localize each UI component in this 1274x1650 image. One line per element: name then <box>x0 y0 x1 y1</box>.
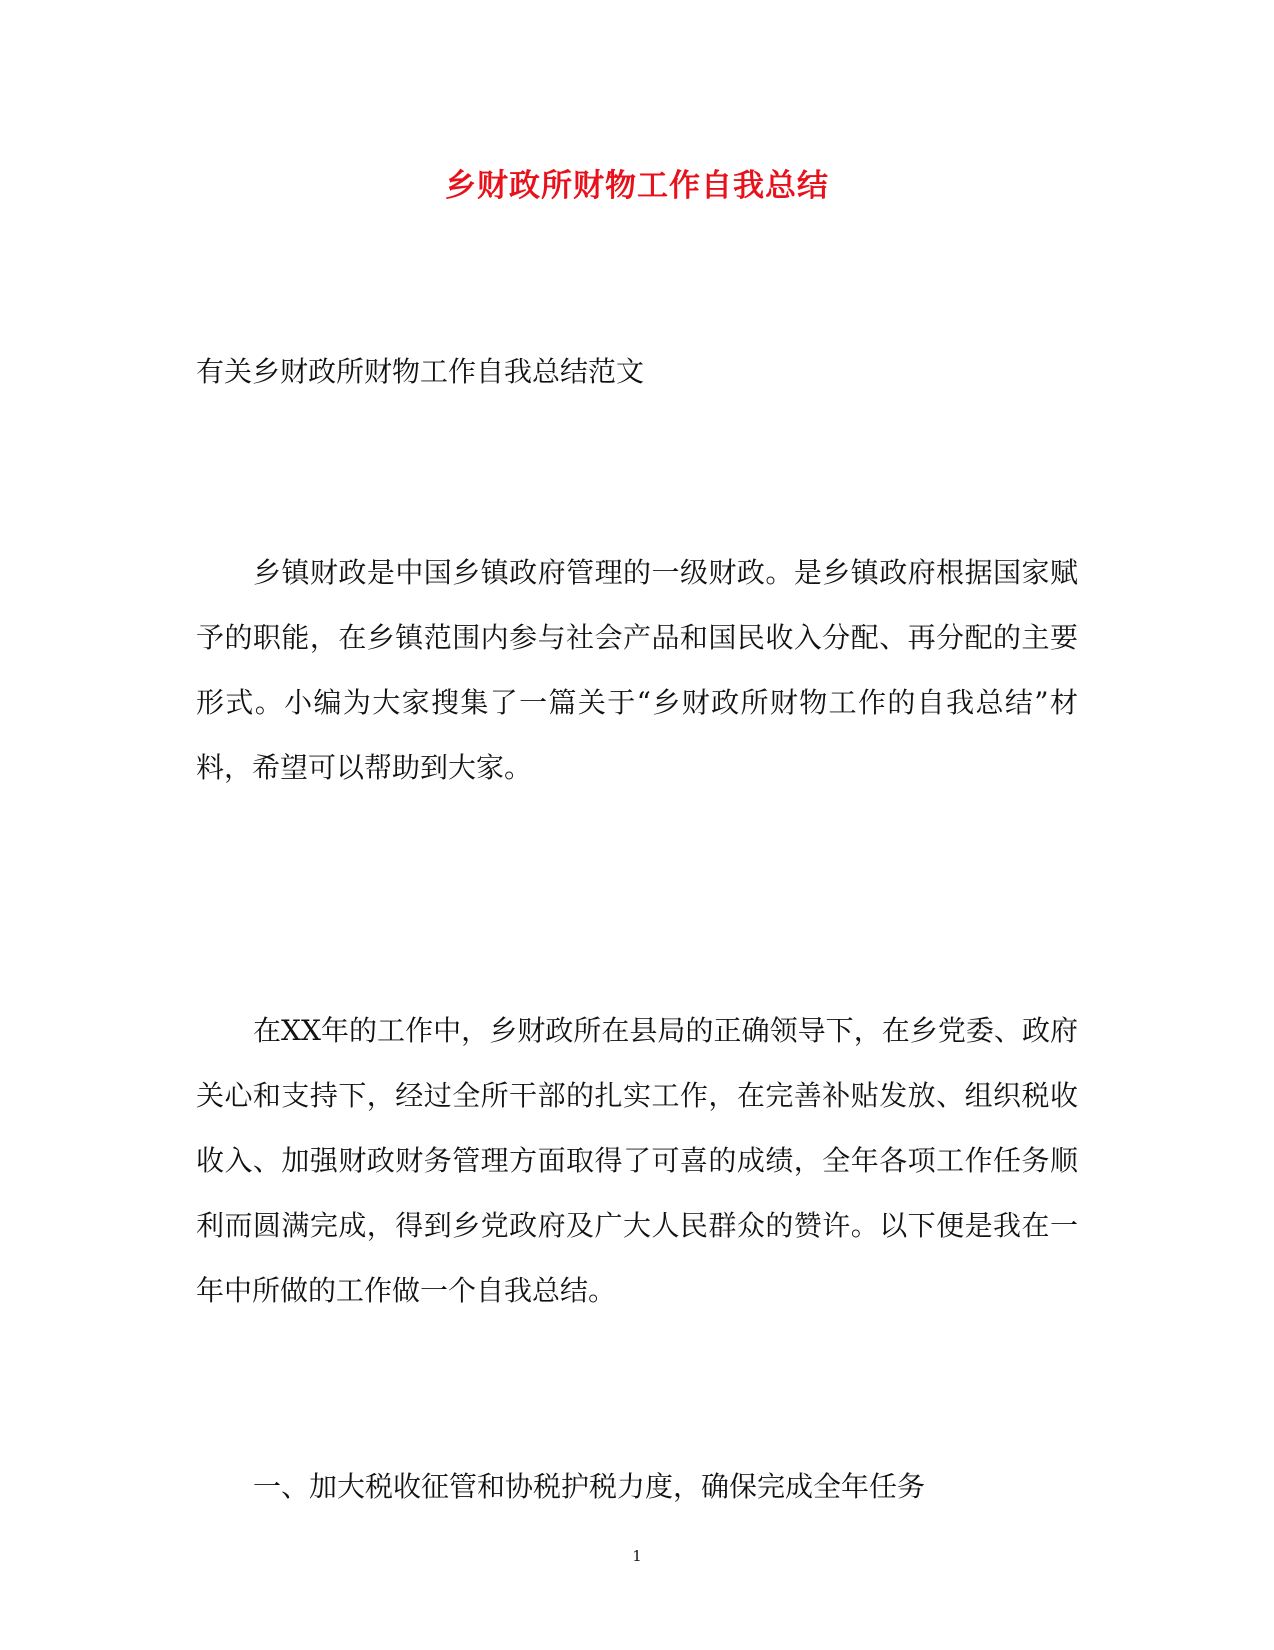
section-heading: 一、加大税收征管和协税护税力度，确保完成全年任务 <box>253 1470 926 1503</box>
document-subtitle: 有关乡财政所财物工作自我总结范文 <box>196 355 645 388</box>
document-title: 乡财政所财物工作自我总结 <box>445 168 829 204</box>
body-paragraph-1: 乡镇财政是中国乡镇政府管理的一级财政。是乡镇政府根据国家赋予的职能，在乡镇范围内参与社会产品和国民收入分配、再分配的主要形式。小编为大家搜集了一篇关于“乡财政所财物工作的自我总结”材料，希望可以帮助到大家。 <box>196 556 1078 784</box>
body-paragraph-2: 在XX年的工作中，乡财政所在县局的正确领导下，在乡党委、政府关心和支持下，经过全所干部的扎实工作，在完善补贴发放、组织税收收入、加强财政财务管理方面取得了可喜的成绩，全年各项工作任务顺利而圆满完成，得到乡党政府及广大人民群众的赞许。以下便是我在一年中所做的工作做一个自我总结。 <box>196 1014 1078 1307</box>
page-number: 1 <box>632 1547 642 1565</box>
